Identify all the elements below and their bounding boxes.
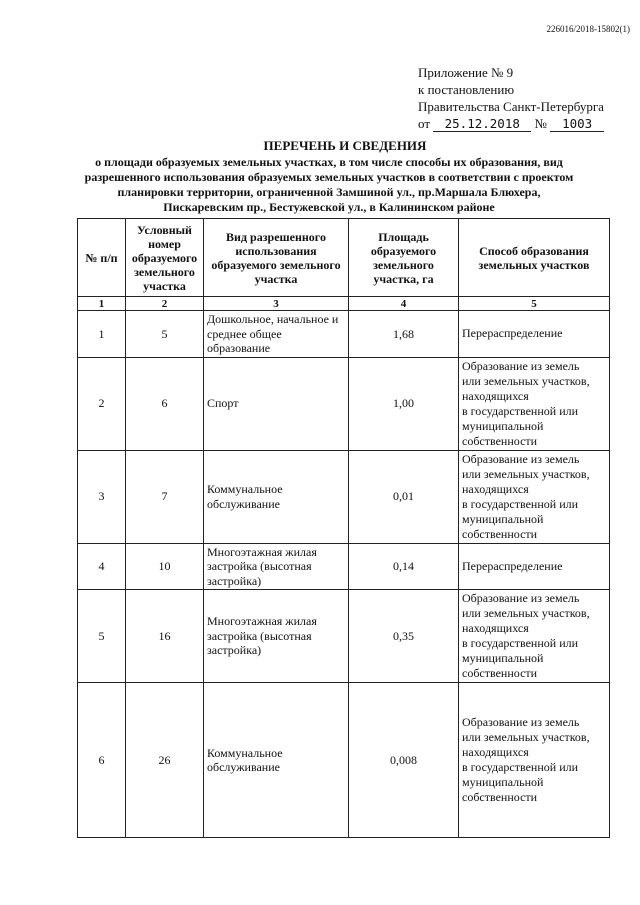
appendix-resolution: к постановлению <box>418 82 515 97</box>
table-row <box>78 590 610 683</box>
header-number: № п/п <box>78 219 126 297</box>
cell-formation-method <box>459 683 610 838</box>
document-id: 226016/2018-15802(1) <box>546 24 630 34</box>
cell-plot-id: 5 <box>126 311 204 358</box>
appendix-title: Приложение № 9 <box>418 65 514 80</box>
table-row <box>78 450 610 543</box>
table-row <box>78 357 610 450</box>
formation-method-line: муниципальной <box>462 418 544 433</box>
cell-row-number: 6 <box>78 683 126 838</box>
formation-method-line: или земельных участков, <box>462 373 590 388</box>
column-number-row <box>78 297 610 311</box>
formation-method-line: собственности <box>462 433 538 448</box>
cell-area: 0,35 <box>349 590 459 683</box>
header-permitted-use: Вид разрешенного использования образуемого земельного участка <box>204 219 349 297</box>
cell-permitted-use: Спорт <box>204 357 349 450</box>
table-row <box>78 311 610 358</box>
cell-area: 0,01 <box>349 450 459 543</box>
subtitle-line: разрешенного использования образуемых земельных участков в соответствии с проектом <box>84 170 574 184</box>
table-body <box>78 311 610 838</box>
header-area: Площадь образуемого земельного участка, га <box>349 219 459 297</box>
appendix-authority: Правительства Санкт-Петербурга <box>418 99 604 114</box>
cell-plot-id: 10 <box>126 543 204 590</box>
subtitle-line: планировки территории, ограниченной Замшиной ул., пр.Маршала Блюхера, <box>117 185 541 199</box>
cell-plot-id: 26 <box>126 683 204 838</box>
resolution-date: 25.12.2018 <box>433 117 531 132</box>
formation-method-line: Перераспределение <box>462 558 563 573</box>
formation-method-line: муниципальной <box>462 775 544 789</box>
formation-method-line: Образование из земель <box>462 358 580 373</box>
document-subtitle <box>68 155 590 215</box>
cell-area: 1,68 <box>349 311 459 358</box>
table-row <box>78 543 610 590</box>
cell-plot-id: 7 <box>126 450 204 543</box>
formation-method-line: находящихся <box>462 388 529 403</box>
cell-plot-id: 6 <box>126 357 204 450</box>
formation-method-line: Перераспределение <box>462 326 563 341</box>
formation-method-line: в государственной или <box>462 760 579 774</box>
formation-method-line: или земельных участков, <box>462 606 590 620</box>
header-formation-method: Способ образования земельных участков <box>459 219 610 297</box>
formation-method-line: собственности <box>462 790 538 804</box>
resolution-number: 1003 <box>550 117 604 132</box>
formation-method-line: находящихся <box>462 745 529 759</box>
formation-method-line: собственности <box>462 526 538 541</box>
formation-method-line: или земельных участков, <box>462 466 590 481</box>
formation-method-line: в государственной или <box>462 496 579 511</box>
cell-permitted-use: Многоэтажная жилая застройка (высотная застройка) <box>204 590 349 683</box>
number-label: № <box>534 116 547 131</box>
cell-row-number: 5 <box>78 590 126 683</box>
formation-method-line: в государственной или <box>462 403 579 418</box>
cell-formation-method <box>459 311 610 358</box>
formation-method-line: в государственной или <box>462 636 579 650</box>
land-plots-table <box>77 218 610 838</box>
formation-method-line: собственности <box>462 666 538 680</box>
cell-permitted-use: Дошкольное, начальное и среднее общее образование <box>204 311 349 358</box>
cell-row-number: 4 <box>78 543 126 590</box>
from-label: от <box>418 116 431 131</box>
cell-formation-method <box>459 590 610 683</box>
subtitle-line: Пискаревским пр., Бестужевской ул., в Калининском районе <box>163 200 495 214</box>
cell-formation-method <box>459 357 610 450</box>
subtitle-line: о площади образуемых земельных участках, в том числе способы их образования, вид <box>95 155 563 169</box>
cell-permitted-use: Многоэтажная жилая застройка (высотная застройка) <box>204 543 349 590</box>
formation-method-line: муниципальной <box>462 511 544 526</box>
column-number: 4 <box>349 297 459 311</box>
cell-permitted-use: Коммунальное обслуживание <box>204 450 349 543</box>
formation-method-line: находящихся <box>462 481 529 496</box>
cell-area: 0,14 <box>349 543 459 590</box>
formation-method-line: находящихся <box>462 621 529 635</box>
header-plot-id: Условный номер образуемого земельного участка <box>126 219 204 297</box>
formation-method-line: Образование из земель <box>462 715 580 729</box>
cell-row-number: 2 <box>78 357 126 450</box>
formation-method-line: Образование из земель <box>462 451 580 466</box>
appendix-date-line <box>418 115 633 132</box>
formation-method-line: муниципальной <box>462 651 544 665</box>
column-number: 1 <box>78 297 126 311</box>
cell-formation-method <box>459 543 610 590</box>
formation-method-line: или земельных участков, <box>462 730 590 744</box>
cell-permitted-use: Коммунальное обслуживание <box>204 683 349 838</box>
cell-area: 1,00 <box>349 357 459 450</box>
formation-method-line: Образование из земель <box>462 591 580 605</box>
cell-area: 0,008 <box>349 683 459 838</box>
table-header-row <box>78 219 610 297</box>
appendix-block <box>418 64 633 132</box>
cell-row-number: 3 <box>78 450 126 543</box>
cell-plot-id: 16 <box>126 590 204 683</box>
cell-formation-method <box>459 450 610 543</box>
cell-row-number: 1 <box>78 311 126 358</box>
column-number: 5 <box>459 297 610 311</box>
column-number: 3 <box>204 297 349 311</box>
table-row <box>78 683 610 838</box>
document-title: ПЕРЕЧЕНЬ И СВЕДЕНИЯ <box>263 138 427 153</box>
column-number: 2 <box>126 297 204 311</box>
